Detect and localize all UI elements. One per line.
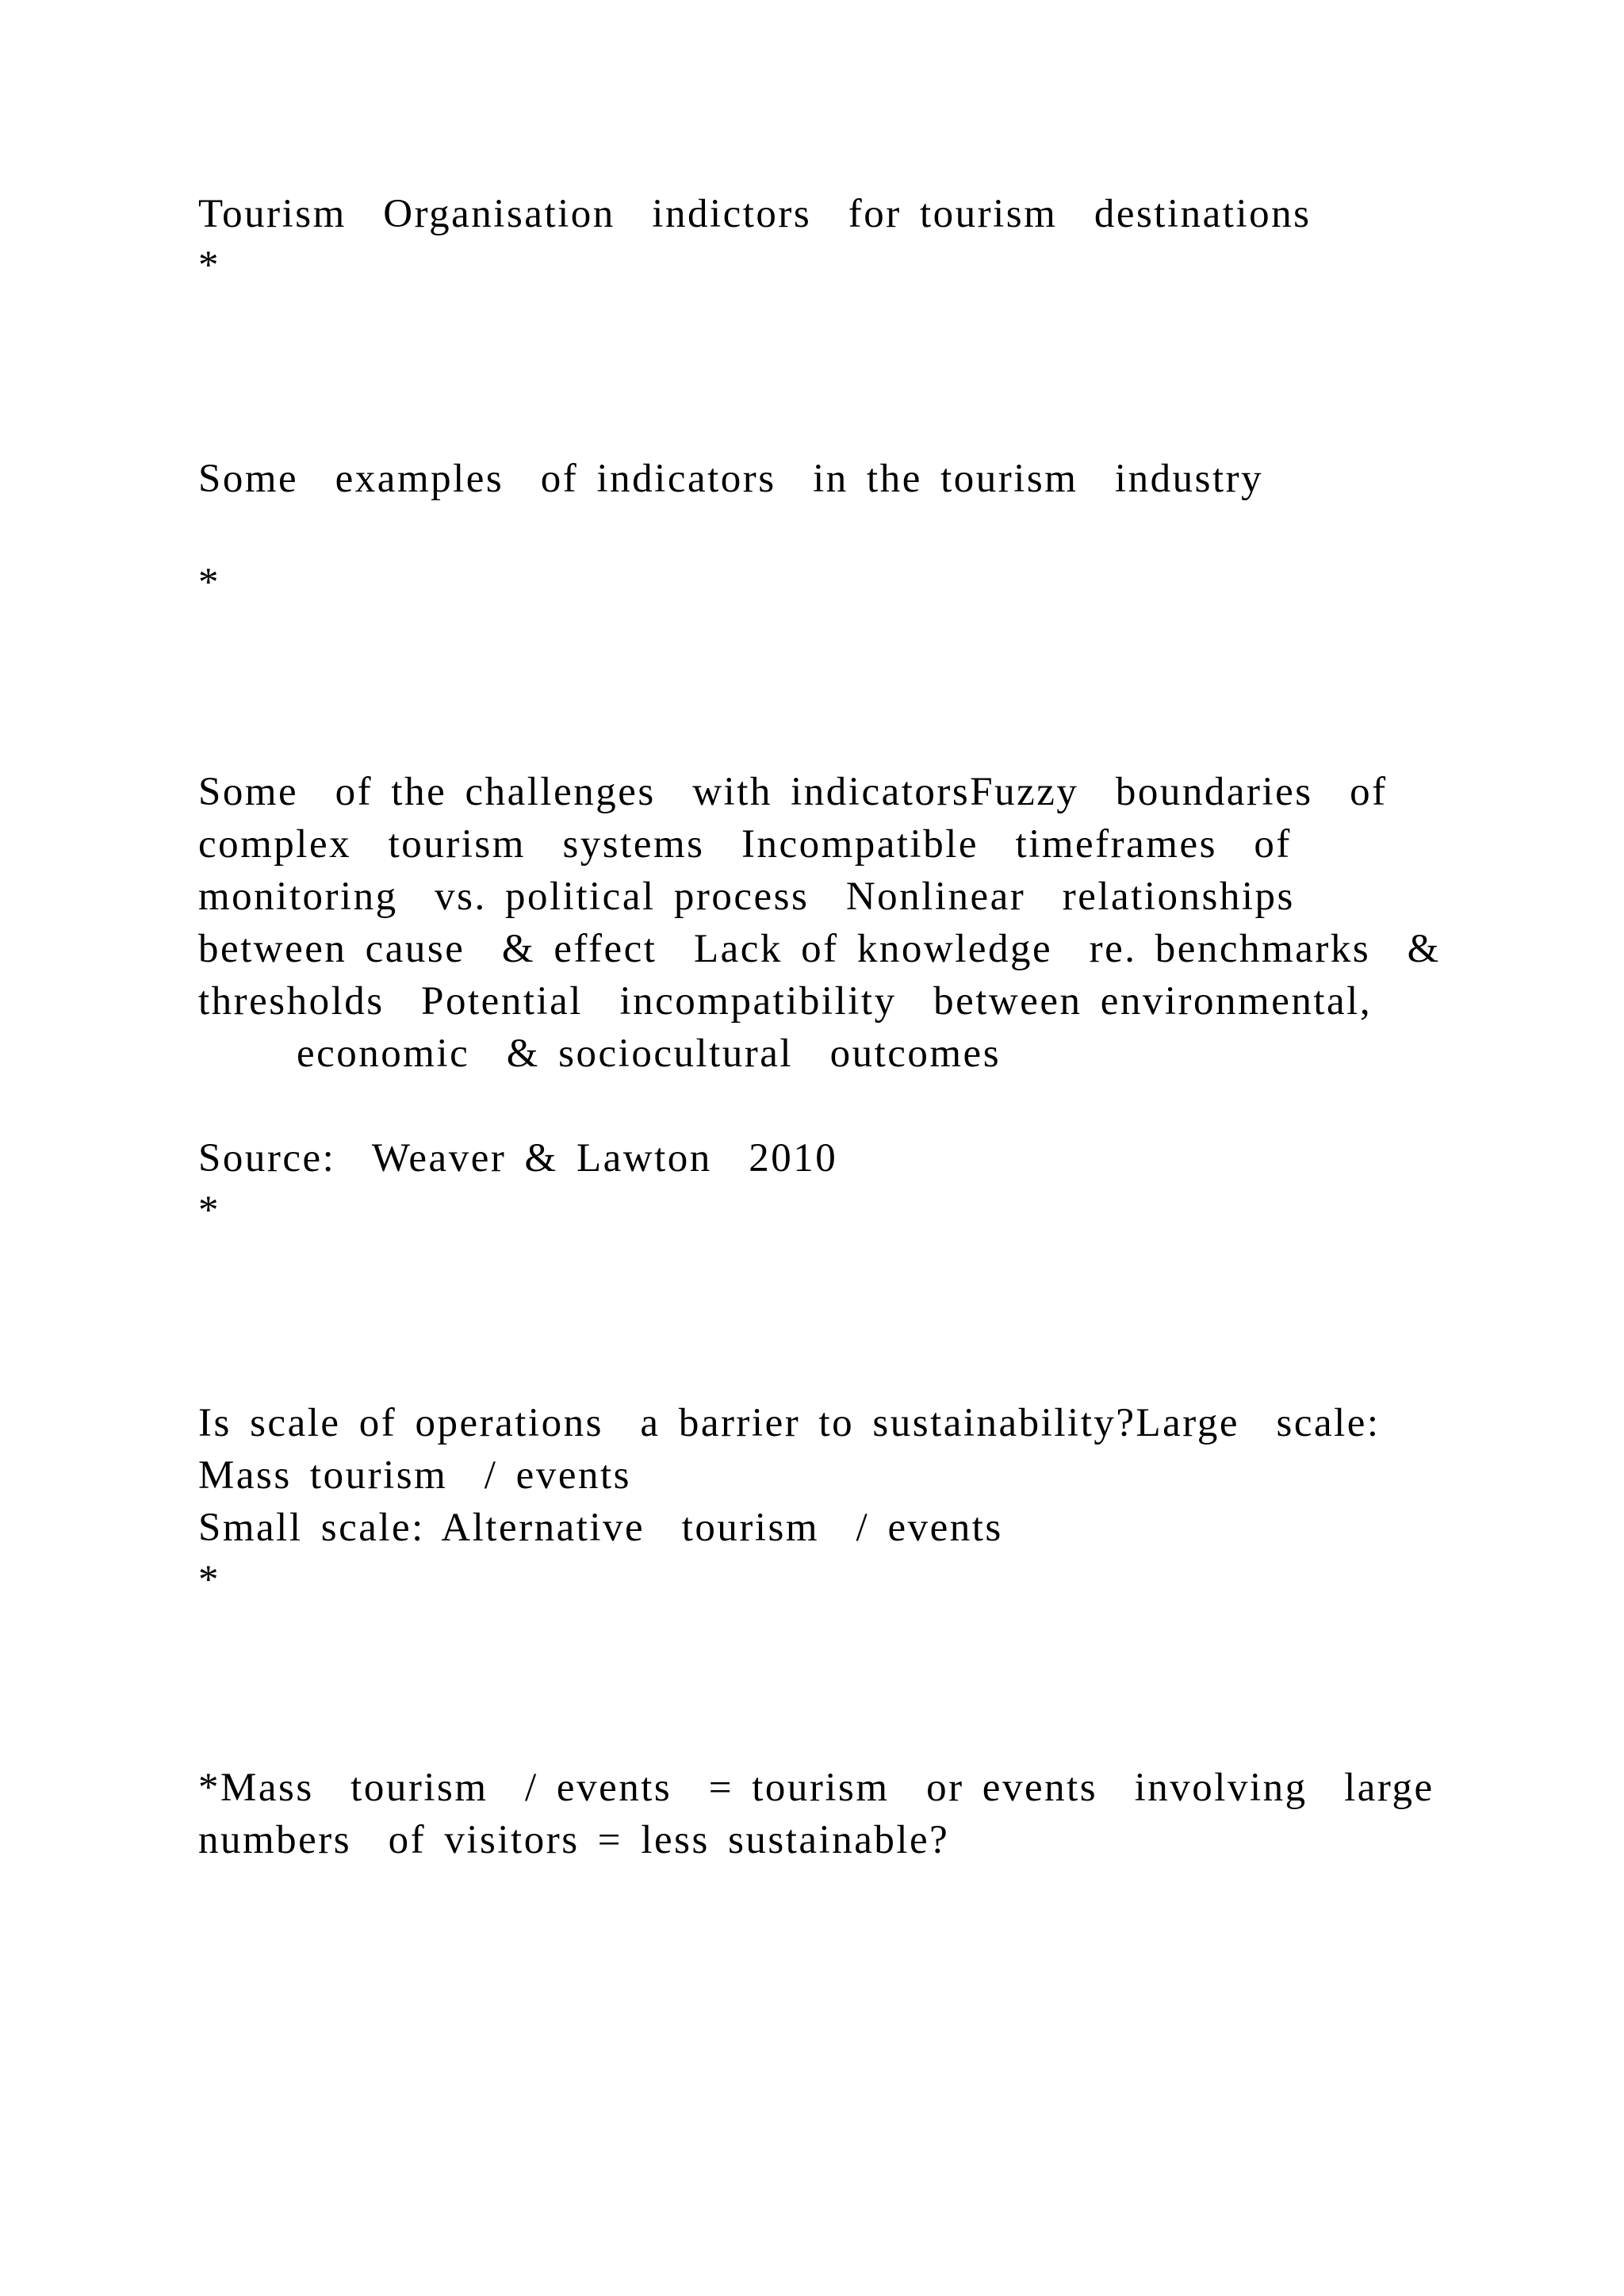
mass-tourism-line: Mass tourism / events [198, 1453, 631, 1498]
challenges-line-6: economic & sociocultural outcomes [297, 1031, 1002, 1076]
challenges-line-2: complex tourism systems Incompatible timeframes of [198, 822, 1292, 867]
challenges-line-4: between cause & effect Lack of knowledge re. benchmarks & [198, 927, 1441, 971]
challenges-line-1: Some of the challenges with indicatorsFuzzy boundaries of [198, 770, 1388, 814]
heading-indicators-line: Tourism Organisation indictors for tourism destinations [198, 192, 1312, 236]
mass-tourism-definition-line-1: *Mass tourism / events = tourism or events involving large [198, 1766, 1434, 1810]
source-citation: Source: Weaver & Lawton 2010 [198, 1136, 838, 1181]
slide-separator: * [198, 561, 220, 605]
slide-separator: * [198, 1558, 220, 1602]
mass-tourism-definition-line-2: numbers of visitors = less sustainable? [198, 1818, 950, 1862]
slide-separator: * [198, 1188, 220, 1233]
challenges-line-5: thresholds Potential incompatibility between environmental, [198, 979, 1373, 1024]
small-scale-line: Small scale: Alternative tourism / events [198, 1506, 1003, 1550]
slide-separator: * [198, 243, 220, 288]
heading-examples-line: Some examples of indicators in the tourism industry [198, 457, 1264, 501]
scale-question-line: Is scale of operations a barrier to sustainability?Large scale: [198, 1401, 1381, 1445]
challenges-line-3: monitoring vs. political process Nonlinear relationships [198, 874, 1295, 919]
